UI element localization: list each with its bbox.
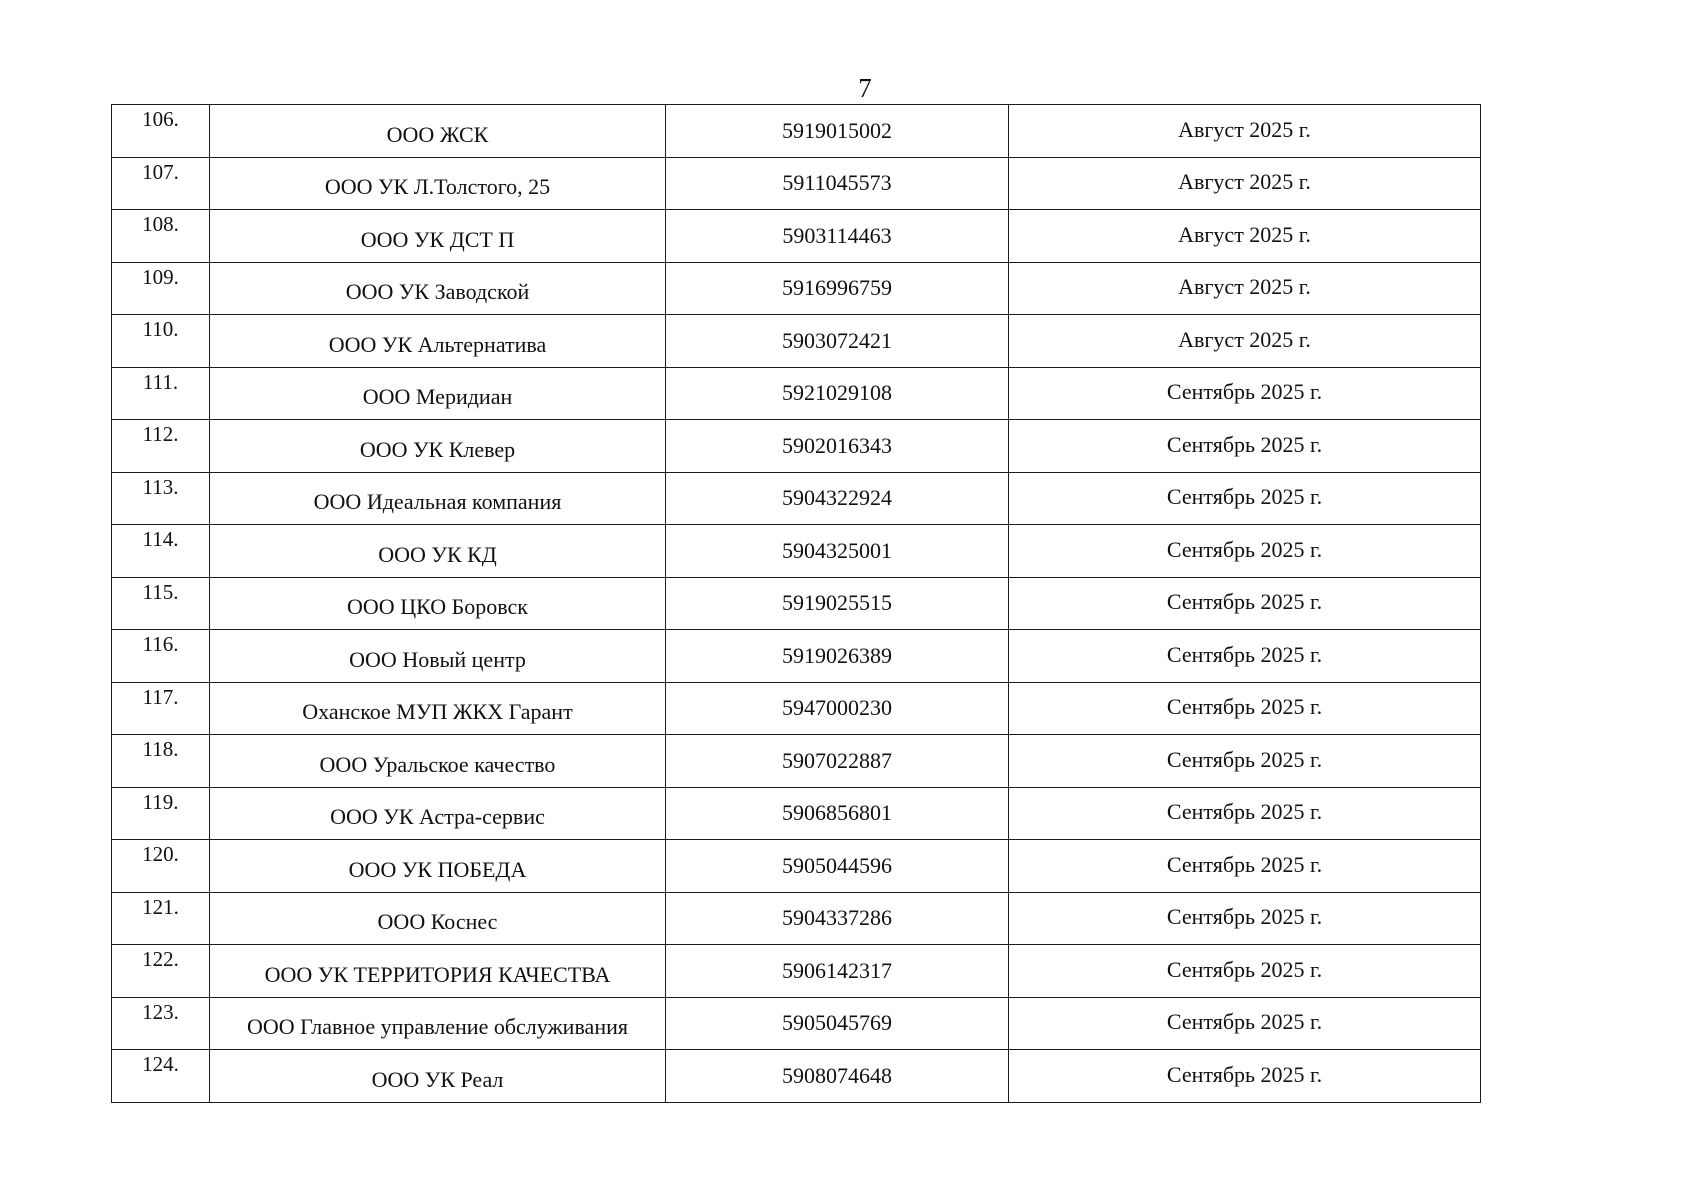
inn-value: 5911045573	[782, 170, 892, 196]
organization-name-cell	[210, 1050, 666, 1103]
inn-value: 5908074648	[782, 1062, 892, 1088]
table-row	[112, 997, 1481, 1050]
organization-name: ООО УК Л.Толстого, 25	[324, 174, 551, 200]
organization-name-cell	[210, 892, 666, 945]
table-row	[112, 420, 1481, 473]
organization-name-cell	[210, 157, 666, 210]
inspection-date: Сентябрь 2025 г.	[1166, 904, 1323, 930]
row-number-cell	[112, 892, 210, 945]
inn-value-cell	[666, 472, 1009, 525]
row-number-cell	[112, 262, 210, 315]
row-number: 113.	[142, 474, 179, 499]
inspection-date: Сентябрь 2025 г.	[1166, 379, 1323, 405]
inn-value-cell	[666, 735, 1009, 788]
inn-value: 5903114463	[782, 222, 892, 248]
row-number: 106.	[142, 107, 179, 131]
row-number: 118.	[142, 737, 179, 761]
table-row	[112, 315, 1481, 368]
inspection-date: Сентябрь 2025 г.	[1166, 1061, 1323, 1087]
organization-name-cell	[210, 367, 666, 420]
inn-value: 5904322924	[782, 485, 892, 511]
row-number: 121.	[142, 894, 179, 919]
row-number: 110.	[142, 317, 179, 341]
inspection-date: Август 2025 г.	[1178, 221, 1311, 247]
organization-name-cell	[210, 472, 666, 525]
inn-value-cell	[666, 210, 1009, 263]
inn-value-cell	[666, 157, 1009, 210]
inspection-date: Август 2025 г.	[1178, 116, 1311, 142]
inspection-date: Сентябрь 2025 г.	[1166, 484, 1323, 510]
inn-value-cell	[666, 682, 1009, 735]
inspection-date-cell	[1009, 315, 1481, 368]
organization-name: ООО Меридиан	[362, 384, 513, 410]
organization-name: ООО Главное управление обслуживания	[246, 1014, 628, 1040]
organization-name-cell	[210, 420, 666, 473]
inspection-date-cell	[1009, 525, 1481, 578]
table-row	[112, 577, 1481, 630]
inn-value: 5947000230	[782, 695, 892, 721]
inn-value-cell	[666, 367, 1009, 420]
row-number-cell	[112, 1050, 210, 1103]
organization-name-cell	[210, 315, 666, 368]
inn-value: 5919025515	[782, 590, 892, 616]
row-number-cell	[112, 787, 210, 840]
inspection-date-cell	[1009, 577, 1481, 630]
organization-name: ООО Идеальная компания	[313, 489, 562, 515]
inn-value-cell	[666, 1050, 1009, 1103]
table-row	[112, 735, 1481, 788]
inspection-date: Сентябрь 2025 г.	[1166, 799, 1323, 825]
inspection-date-cell	[1009, 997, 1481, 1050]
inn-value: 5905044596	[782, 852, 892, 878]
row-number-cell	[112, 630, 210, 683]
inn-value: 5919026389	[782, 642, 892, 668]
organization-name: ООО УК ДСТ П	[360, 226, 515, 252]
inn-value: 5902016343	[782, 432, 892, 458]
row-number: 114.	[142, 527, 179, 551]
row-number-cell	[112, 997, 210, 1050]
inspection-date-cell	[1009, 945, 1481, 998]
row-number-cell	[112, 157, 210, 210]
organization-name-cell	[210, 787, 666, 840]
inspection-date-cell	[1009, 840, 1481, 893]
registry-table	[111, 104, 1481, 1103]
row-number-cell	[112, 735, 210, 788]
table-row	[112, 210, 1481, 263]
inspection-date-cell	[1009, 1050, 1481, 1103]
organization-name: ООО УК Клевер	[359, 436, 516, 462]
organization-name: ООО Новый центр	[349, 646, 526, 672]
registry-table-body	[112, 105, 1481, 1103]
organization-name-cell	[210, 262, 666, 315]
row-number: 117.	[142, 684, 179, 709]
organization-name-cell	[210, 945, 666, 998]
inn-value-cell	[666, 105, 1009, 158]
organization-name-cell	[210, 735, 666, 788]
row-number: 119.	[142, 789, 179, 814]
organization-name: Оханское МУП ЖКХ Гарант	[302, 699, 573, 725]
table-row	[112, 105, 1481, 158]
row-number-cell	[112, 682, 210, 735]
row-number-cell	[112, 577, 210, 630]
inn-value-cell	[666, 892, 1009, 945]
organization-name-cell	[210, 630, 666, 683]
row-number-cell	[112, 367, 210, 420]
inspection-date: Сентябрь 2025 г.	[1166, 536, 1323, 562]
inspection-date-cell	[1009, 630, 1481, 683]
inspection-date-cell	[1009, 157, 1481, 210]
inspection-date-cell	[1009, 262, 1481, 315]
organization-name-cell	[210, 840, 666, 893]
inspection-date: Август 2025 г.	[1178, 169, 1311, 195]
inn-value: 5916996759	[782, 275, 892, 301]
row-number-cell	[112, 945, 210, 998]
inspection-date: Сентябрь 2025 г.	[1166, 431, 1323, 457]
inn-value-cell	[666, 525, 1009, 578]
row-number: 122.	[142, 947, 179, 971]
inn-value: 5907022887	[782, 747, 892, 773]
inn-value-cell	[666, 997, 1009, 1050]
row-number-cell	[112, 105, 210, 158]
inspection-date: Сентябрь 2025 г.	[1166, 589, 1323, 615]
inn-value-cell	[666, 577, 1009, 630]
inspection-date-cell	[1009, 682, 1481, 735]
inspection-date: Август 2025 г.	[1178, 274, 1311, 300]
organization-name-cell	[210, 682, 666, 735]
row-number: 111.	[142, 369, 179, 394]
row-number-cell	[112, 472, 210, 525]
inspection-date: Сентябрь 2025 г.	[1166, 694, 1323, 720]
inn-value-cell	[666, 787, 1009, 840]
inn-value-cell	[666, 945, 1009, 998]
inspection-date: Август 2025 г.	[1178, 326, 1311, 352]
table-row	[112, 945, 1481, 998]
row-number: 116.	[142, 632, 179, 656]
inn-value-cell	[666, 262, 1009, 315]
organization-name: ООО УК Альтернатива	[328, 331, 547, 357]
table-row	[112, 157, 1481, 210]
inn-value-cell	[666, 315, 1009, 368]
row-number: 123.	[142, 999, 179, 1024]
organization-name: ООО Коснес	[377, 909, 498, 935]
inspection-date: Сентябрь 2025 г.	[1166, 746, 1323, 772]
row-number: 108.	[142, 212, 179, 236]
organization-name: ООО УК ТЕРРИТОРИЯ КАЧЕСТВА	[264, 961, 611, 987]
inn-value: 5906142317	[782, 957, 892, 983]
inn-value-cell	[666, 630, 1009, 683]
inn-value: 5906856801	[782, 800, 892, 826]
row-number-cell	[112, 525, 210, 578]
table-row	[112, 525, 1481, 578]
organization-name-cell	[210, 525, 666, 578]
table-row	[112, 840, 1481, 893]
inspection-date: Сентябрь 2025 г.	[1166, 641, 1323, 667]
inspection-date-cell	[1009, 210, 1481, 263]
table-row	[112, 787, 1481, 840]
inspection-date-cell	[1009, 892, 1481, 945]
organization-name: ООО УК ПОБЕДА	[348, 856, 527, 882]
organization-name: ООО УК Астра-сервис	[330, 804, 545, 830]
table-row	[112, 262, 1481, 315]
organization-name-cell	[210, 997, 666, 1050]
row-number: 115.	[142, 579, 179, 604]
row-number: 107.	[142, 159, 179, 184]
inn-value: 5919015002	[782, 117, 892, 143]
row-number-cell	[112, 420, 210, 473]
row-number-cell	[112, 840, 210, 893]
row-number: 124.	[142, 1052, 179, 1076]
inspection-date-cell	[1009, 105, 1481, 158]
inspection-date: Сентябрь 2025 г.	[1166, 1009, 1323, 1035]
inn-value-cell	[666, 420, 1009, 473]
inn-value-cell	[666, 840, 1009, 893]
table-row	[112, 367, 1481, 420]
inspection-date-cell	[1009, 787, 1481, 840]
table-row	[112, 892, 1481, 945]
row-number: 120.	[142, 842, 179, 866]
inn-value: 5921029108	[782, 380, 892, 406]
inn-value: 5904325001	[782, 537, 892, 563]
row-number-cell	[112, 315, 210, 368]
table-row	[112, 472, 1481, 525]
inspection-date-cell	[1009, 472, 1481, 525]
inspection-date-cell	[1009, 420, 1481, 473]
organization-name: ООО Уральское качество	[319, 751, 556, 777]
organization-name-cell	[210, 577, 666, 630]
organization-name: ООО УК Заводской	[345, 279, 530, 305]
organization-name-cell	[210, 105, 666, 158]
organization-name: ООО ЖСК	[386, 121, 489, 147]
inn-value: 5904337286	[782, 905, 892, 931]
inspection-date: Сентябрь 2025 г.	[1166, 851, 1323, 877]
table-row	[112, 630, 1481, 683]
row-number-cell	[112, 210, 210, 263]
inspection-date-cell	[1009, 735, 1481, 788]
table-row	[112, 1050, 1481, 1103]
table-row	[112, 682, 1481, 735]
organization-name-cell	[210, 210, 666, 263]
organization-name: ООО УК КД	[378, 541, 497, 567]
organization-name: ООО УК Реал	[371, 1066, 504, 1092]
inn-value: 5905045769	[782, 1010, 892, 1036]
inn-value: 5903072421	[782, 327, 892, 353]
row-number: 112.	[142, 422, 179, 446]
row-number: 109.	[142, 264, 179, 289]
inspection-date: Сентябрь 2025 г.	[1166, 956, 1323, 982]
organization-name: ООО ЦКО Боровск	[347, 594, 528, 620]
inspection-date-cell	[1009, 367, 1481, 420]
page-number: 7	[858, 73, 872, 103]
